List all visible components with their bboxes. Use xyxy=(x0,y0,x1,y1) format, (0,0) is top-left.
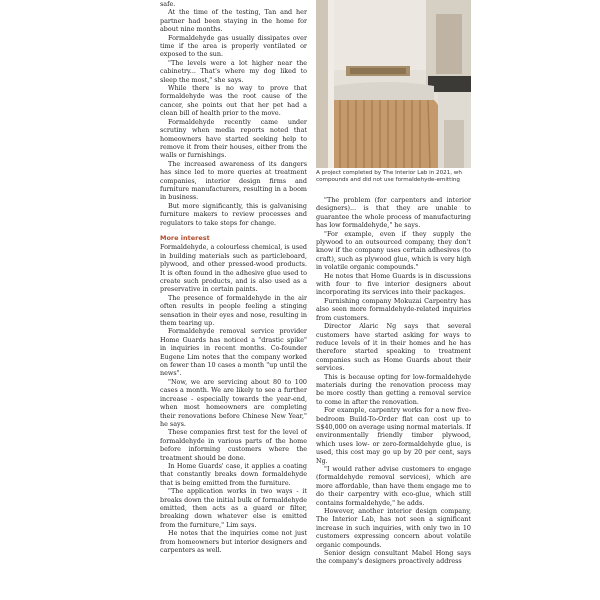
paragraph: Director Alaric Ng says that several customers have started asking for ways to reduce levels of it in their homes and he has therefore started speaking to treatment companies such as Home Guards about their services. xyxy=(316,322,471,373)
paragraph: "The levels were a lot higher near the cabinetry... That's where my dog liked to sleep the most," she says. xyxy=(160,58,307,84)
paragraph: Formaldehyde, a colourless chemical, is used in building materials such as particleboard, plywood, and other pressed-wood products. It is often found in the adhesive glue used to create such products, and is also used as a preservative in certain paints. xyxy=(160,243,307,294)
paragraph: "Now, we are servicing about 80 to 100 cases a month. We are likely to see a further increase - especially towards the year-end, when most homeowners are completing their renovations before Chinese New Year," he says. xyxy=(160,377,307,428)
paragraph: "The application works in two ways - it breaks down the initial bulk of formaldehyde emitted, then acts as a guard or filter, breaking down whatever else is emitted from the furniture," Lim says. xyxy=(160,487,307,529)
paragraph: But more significantly, this is galvanising furniture makers to review processes and regulators to take steps for change. xyxy=(160,201,307,227)
kitchen-image xyxy=(316,0,471,168)
paragraph: For example, carpentry works for a new five-bedroom Build-To-Order flat can cost up to S$40,000 on average using normal materials. If environmentally friendly timber plywood, which uses low- or zero-formaldehyde glue, is used, this cost may go up by 20 per cent, says Ng. xyxy=(316,406,471,465)
paragraph: "For example, even if they supply the plywood to an outsourced company, they don't know if the company uses certain adhesives (to craft), such as plywood glue, which is very high in volatile organic compounds." xyxy=(316,229,471,272)
paragraph: This is because opting for low-formaldehyde materials during the renovation process may be more costly than getting a removal service to come in after the renovation. xyxy=(316,372,471,406)
paragraph: Senior design consultant Mabel Hong says the company's designers proactively address xyxy=(316,549,471,566)
paragraph: "I would rather advise customers to engage (formaldehyde removal services), which are more affordable, than have them engage me to do their carpentry with eco-glue, which still contains formaldehyde," he adds. xyxy=(316,465,471,507)
paragraph: While there is no way to prove that formaldehyde was the root cause of the cancer, she points out that her pet had a clean bill of health prior to the move. xyxy=(160,84,307,118)
paragraph: These companies first test for the level of formaldehyde in various parts of the home before informing customers where the treatment should be done. xyxy=(160,428,307,462)
paragraph: In Home Guards' case, it applies a coating that constantly breaks down formaldehyde that is being emitted from the furniture. xyxy=(160,461,307,487)
paragraph: safe. xyxy=(160,0,176,8)
section-subhead: More interest xyxy=(160,233,210,242)
paragraph: Formaldehyde recently came under scrutiny when media reports noted that homeowners have started seeking help to remove it from their houses, either from the walls or furnishings. xyxy=(160,117,307,160)
photo-caption xyxy=(316,170,471,190)
paragraph: "The problem (for carpenters and interior designers)... is that they are unable to guarantee the whole process of manufacturing has low formaldehyde," he says. xyxy=(316,196,471,230)
paragraph: He notes that Home Guards is in discussions with four to five interior designers about incorporating its services into their packages. xyxy=(316,271,471,297)
paragraph: The presence of formaldehyde in the air often results in people feeling a stinging sensation in their eyes and nose, resulting in them tearing up. xyxy=(160,293,307,328)
paragraph: At the time of the testing, Tan and her partner had been staying in the home for about nine months. xyxy=(160,8,307,34)
paragraph: However, another interior design company, The Interior Lab, has not seen a significant increase in such inquiries, with only two in 10 customers expressing concern about volatile organic compounds. xyxy=(316,507,471,549)
paragraph: Formaldehyde gas usually dissipates over time if the area is properly ventilated or exposed to the sun. xyxy=(160,33,307,59)
paragraph: He notes that the inquiries come not just from homeowners but interior designers and carpenters as well. xyxy=(160,529,307,554)
paragraph: Furnishing company Mokuzai Carpentry has also seen more formaldehyde-related inquiries from customers. xyxy=(316,296,471,322)
paragraph: Formaldehyde removal service provider Home Guards has noticed a "drastic spike" in inquiries in recent months. Co-founder Eugene Lim notes that the company worked on fewer than 10 cases a month "up until the news". xyxy=(160,327,307,378)
interior-photo xyxy=(316,0,471,168)
caption-line-2: compounds and did not use formaldehyde-emitting xyxy=(316,177,460,184)
article-column-right xyxy=(316,196,471,600)
paragraph: The increased awareness of its dangers has since led to more queries at treatment companies, interior design firms and furniture manufacturers, resulting in a boom in business. xyxy=(160,159,307,202)
article-column-left xyxy=(160,0,307,600)
caption-line-1: A project completed by The Interior Lab in 2021, wh xyxy=(316,170,462,176)
